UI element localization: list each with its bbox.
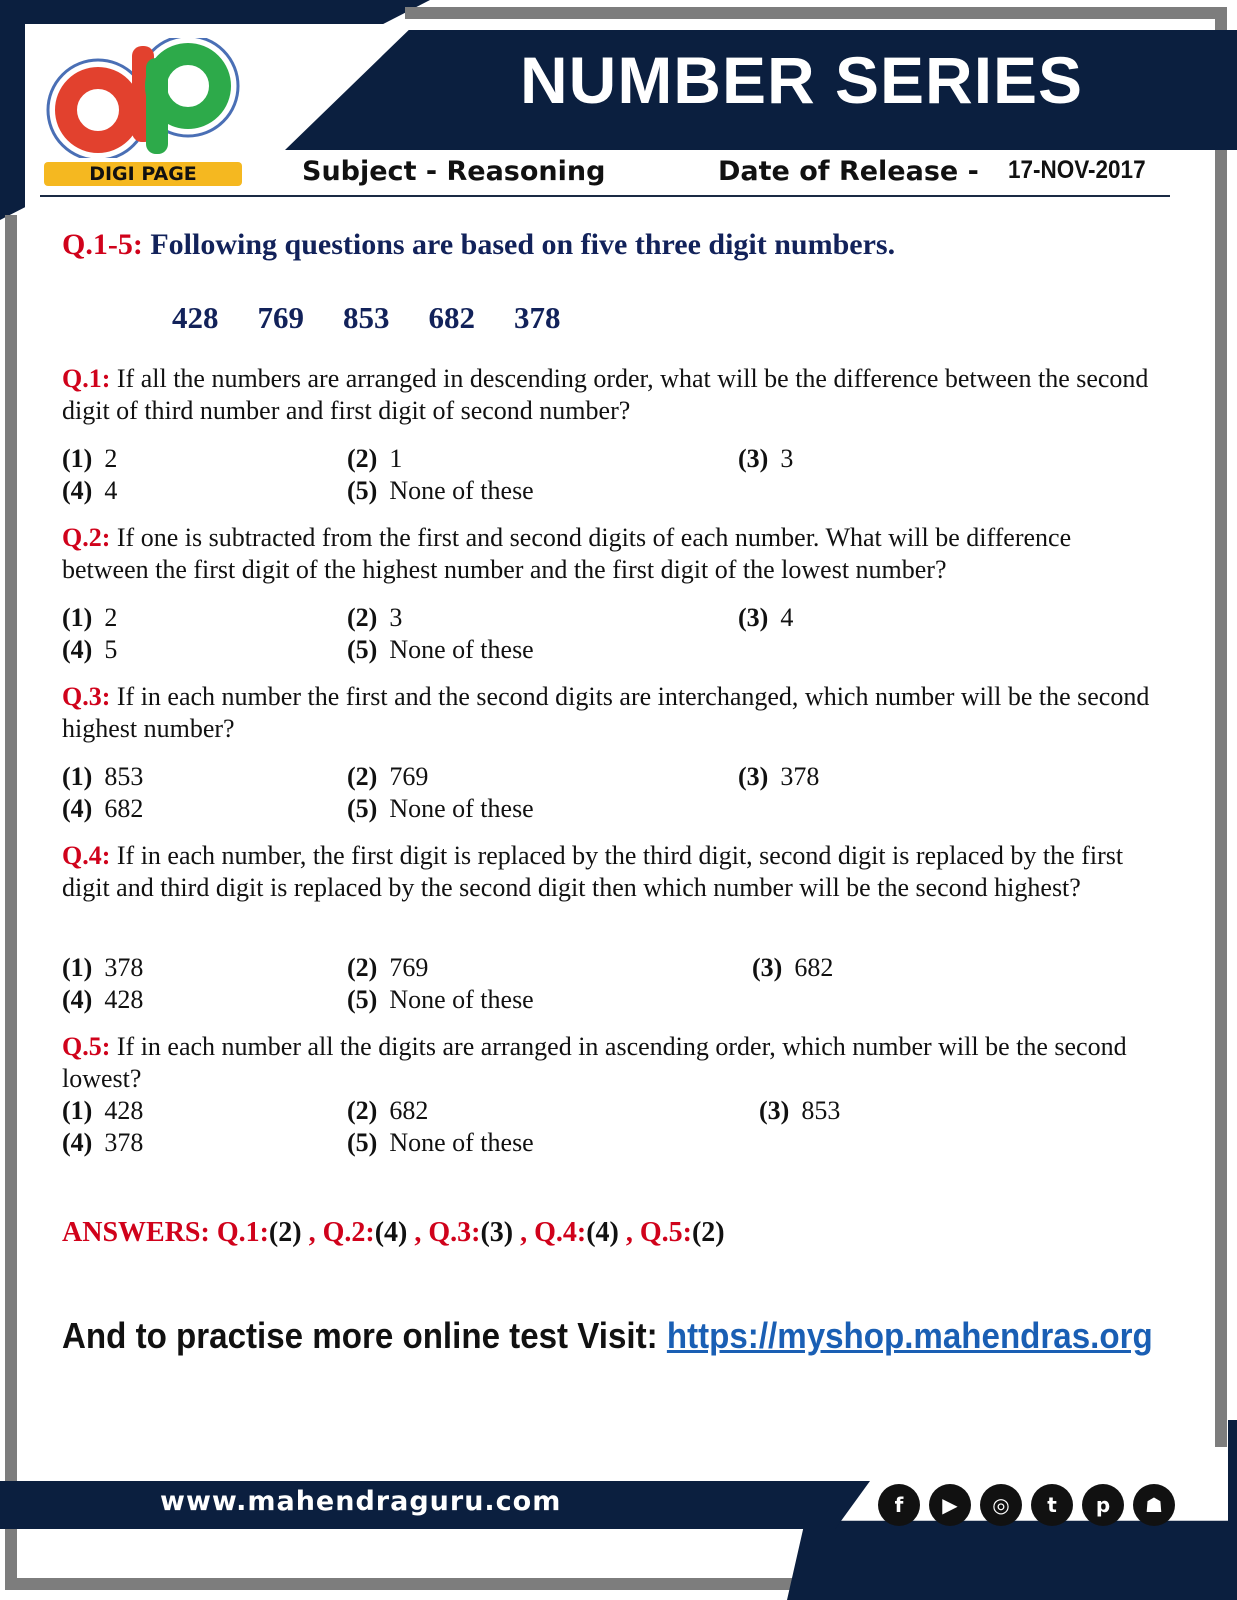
option-value: None of these	[389, 635, 534, 664]
question-text: If all the numbers are arranged in descending order, what will be the difference between the second digit of third number and first digit of second number?	[62, 364, 1149, 425]
option-number: (2)	[347, 762, 378, 791]
section-intro	[62, 228, 895, 262]
option-number: (3)	[759, 1096, 790, 1125]
option[interactable]	[347, 952, 428, 984]
option-value: 3	[389, 603, 403, 632]
answer-question: Q.3:	[428, 1217, 481, 1248]
frame-border-top	[405, 7, 1227, 19]
frame-border-right	[1215, 7, 1227, 1447]
option-value: 2	[104, 603, 118, 632]
option-value: 3	[780, 444, 794, 473]
answer-question: Q.5:	[639, 1217, 692, 1248]
option-number: (3)	[738, 444, 769, 473]
twitter-icon[interactable]: t	[1031, 1484, 1073, 1526]
question-label: Q.5:	[62, 1032, 111, 1061]
answer-question: Q.2:	[322, 1217, 375, 1248]
option[interactable]	[62, 984, 143, 1016]
answer-key: ANSWERS: Q.1:(2) , Q.2:(4) , Q.3:(3) , Q.4:(4) , Q.5:(2)	[62, 1217, 725, 1248]
answer-question: Q.1:	[216, 1217, 269, 1248]
option[interactable]	[347, 475, 534, 507]
question-1	[62, 363, 1152, 427]
question-4	[62, 840, 1152, 904]
option-value: None of these	[389, 794, 534, 823]
option-number: (4)	[62, 1128, 93, 1157]
option[interactable]	[62, 634, 117, 666]
option[interactable]	[738, 443, 793, 475]
option[interactable]	[62, 443, 117, 475]
instagram-icon[interactable]: ◎	[980, 1484, 1022, 1526]
option-number: (2)	[347, 603, 378, 632]
facebook-icon[interactable]: f	[878, 1484, 920, 1526]
option-value: 853	[104, 762, 144, 791]
option-number: (4)	[62, 476, 93, 505]
pinterest-icon[interactable]: p	[1082, 1484, 1124, 1526]
number-item: 769	[257, 300, 304, 335]
option-value: 428	[104, 985, 144, 1014]
option-number: (1)	[62, 444, 93, 473]
option-number: (5)	[347, 635, 378, 664]
option-value: 4	[780, 603, 794, 632]
option-value: 682	[794, 953, 834, 982]
option-value: 682	[389, 1096, 429, 1125]
option-number: (1)	[62, 953, 93, 982]
option-number: (2)	[347, 953, 378, 982]
option-value: 853	[801, 1096, 841, 1125]
question-2	[62, 522, 1152, 586]
number-item: 682	[428, 300, 475, 335]
answer-question: Q.4:	[534, 1217, 587, 1248]
number-item: 378	[514, 300, 561, 335]
practise-promo	[62, 1315, 1153, 1357]
option[interactable]	[62, 602, 117, 634]
subject-label: Subject - Reasoning	[302, 156, 606, 187]
question-text: If in each number the first and the second digits are interchanged, which number will be the second highest number?	[62, 682, 1150, 743]
option-value: 4	[104, 476, 118, 505]
option-number: (3)	[738, 762, 769, 791]
answer-value: (2)	[691, 1217, 725, 1248]
option-number: (3)	[738, 603, 769, 632]
option[interactable]	[752, 952, 833, 984]
option-number: (4)	[62, 794, 93, 823]
question-5	[62, 1031, 1152, 1095]
option-value: 378	[780, 762, 820, 791]
option-number: (1)	[62, 1096, 93, 1125]
option[interactable]	[738, 761, 819, 793]
option[interactable]	[347, 984, 534, 1016]
intro-label: Q.1-5:	[62, 228, 143, 261]
option-number: (5)	[347, 1128, 378, 1157]
answers-label: ANSWERS:	[62, 1217, 210, 1248]
footer-website[interactable]: www.mahendraguru.com	[160, 1486, 562, 1517]
android-icon[interactable]: ☗	[1133, 1484, 1175, 1526]
option[interactable]	[62, 761, 143, 793]
date-label: Date of Release -	[718, 156, 979, 187]
option-value: None of these	[389, 1128, 534, 1157]
option[interactable]	[347, 1095, 428, 1127]
question-label: Q.2:	[62, 523, 111, 552]
option-number: (1)	[62, 762, 93, 791]
option-number: (1)	[62, 603, 93, 632]
youtube-icon[interactable]: ▶	[929, 1484, 971, 1526]
option-number: (2)	[347, 1096, 378, 1125]
option-number: (4)	[62, 985, 93, 1014]
release-date: 17-NOV-2017	[1008, 156, 1146, 184]
question-3	[62, 681, 1152, 745]
option-value: 1	[389, 444, 403, 473]
option[interactable]	[347, 761, 428, 793]
digi-page-logo-icon	[40, 38, 245, 158]
practise-text: And to practise more online test Visit:	[62, 1315, 667, 1356]
option-number: (5)	[347, 476, 378, 505]
answer-value: (4)	[586, 1217, 619, 1248]
number-item: 853	[343, 300, 390, 335]
option-number: (3)	[752, 953, 783, 982]
option[interactable]	[62, 952, 143, 984]
option-value: 428	[104, 1096, 144, 1125]
option[interactable]	[347, 1127, 534, 1159]
answer-value: (2)	[268, 1217, 302, 1248]
question-label: Q.3:	[62, 682, 111, 711]
question-text: If in each number, the first digit is replaced by the third digit, second digit is replaced by the first digit and third digit is replaced by the second digit then which number will be the second highest?	[62, 841, 1124, 902]
social-links	[878, 1484, 1175, 1526]
option-value: None of these	[389, 985, 534, 1014]
option-number: (5)	[347, 985, 378, 1014]
option[interactable]	[62, 475, 117, 507]
intro-text: Following questions are based on five three digit numbers.	[150, 228, 896, 261]
option[interactable]	[738, 602, 793, 634]
option-value: 378	[104, 953, 144, 982]
option-number: (2)	[347, 444, 378, 473]
option-value: 5	[104, 635, 118, 664]
option[interactable]	[759, 1095, 840, 1127]
question-text: If in each number all the digits are arranged in ascending order, which number will be the second lowest?	[62, 1032, 1127, 1093]
page-title: NUMBER SERIES	[520, 43, 1084, 117]
number-set	[172, 300, 600, 336]
logo-badge: DIGI PAGE	[44, 162, 242, 186]
option-value: 378	[104, 1128, 144, 1157]
question-text: If one is subtracted from the first and second digits of each number. What will be difference between the first digit of the highest number and the first digit of the lowest number?	[62, 523, 1072, 584]
option-value: 2	[104, 444, 118, 473]
option[interactable]	[347, 793, 534, 825]
answer-value: (3)	[480, 1217, 514, 1248]
option[interactable]	[347, 634, 534, 666]
question-label: Q.1:	[62, 364, 111, 393]
question-label: Q.4:	[62, 841, 111, 870]
frame-border-left	[5, 215, 17, 1585]
option-number: (4)	[62, 635, 93, 664]
option-value: None of these	[389, 476, 534, 505]
option-value: 769	[389, 953, 429, 982]
option[interactable]	[347, 602, 402, 634]
option[interactable]	[62, 793, 143, 825]
option-number: (5)	[347, 794, 378, 823]
header-divider	[40, 195, 1170, 197]
frame-border-bottom	[5, 1578, 835, 1590]
option-value: 682	[104, 794, 144, 823]
option[interactable]	[62, 1127, 143, 1159]
myshop-link[interactable]: https://myshop.mahendras.org	[666, 1315, 1153, 1356]
option-value: 769	[389, 762, 429, 791]
option[interactable]	[347, 443, 402, 475]
answer-value: (4)	[374, 1217, 408, 1248]
option[interactable]	[62, 1095, 143, 1127]
number-item: 428	[172, 300, 219, 335]
